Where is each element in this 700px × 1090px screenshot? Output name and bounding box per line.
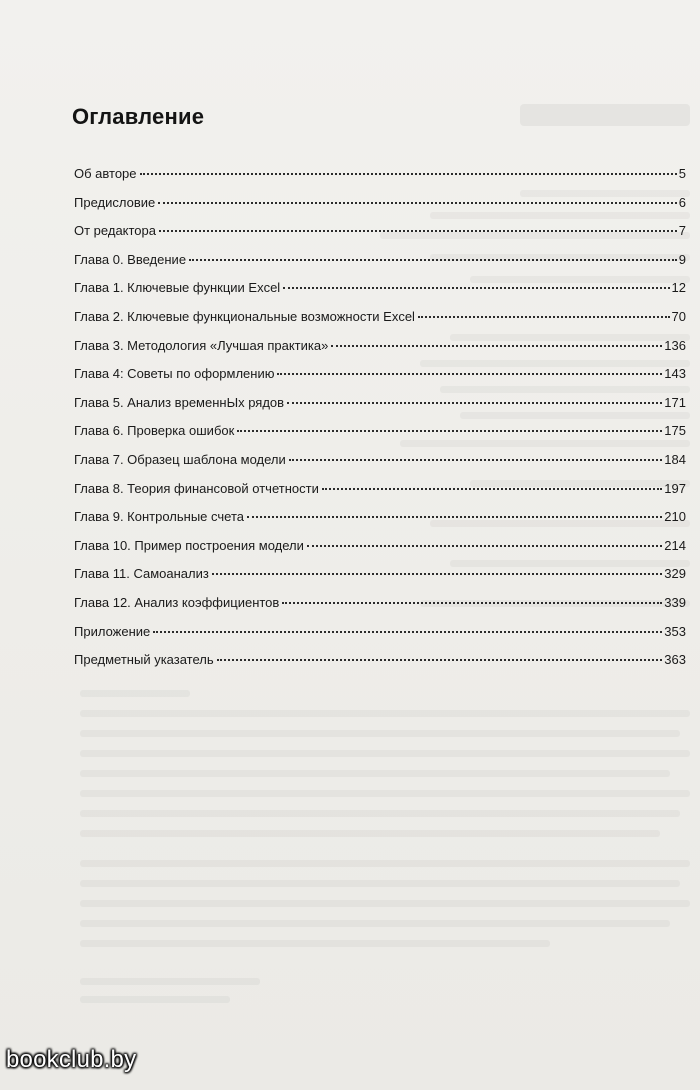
toc-entry-label: Приложение — [74, 623, 151, 639]
dot-leader — [158, 202, 677, 204]
toc-entry-page: 214 — [664, 537, 686, 553]
toc-entry-label: Предисловие — [74, 194, 156, 210]
dot-leader — [217, 659, 663, 661]
dot-leader — [282, 602, 662, 604]
toc-entry[interactable] — [74, 566, 686, 595]
dot-leader — [153, 631, 662, 633]
toc-entry-page: 339 — [664, 594, 686, 610]
toc-entry[interactable] — [74, 624, 686, 653]
toc-entry[interactable] — [74, 195, 686, 224]
site-watermark: bookclub.by — [6, 1046, 137, 1073]
dot-leader — [140, 173, 677, 175]
toc-entry-page: 353 — [664, 623, 686, 639]
toc-entry[interactable] — [74, 595, 686, 624]
toc-entry[interactable] — [74, 223, 686, 252]
toc-entry[interactable] — [74, 481, 686, 510]
toc-entry-label: Глава 6. Проверка ошибок — [74, 423, 235, 439]
toc-entry-label: Глава 1. Ключевые функции Excel — [74, 280, 281, 296]
toc-entry-page: 5 — [678, 166, 686, 181]
toc-entry[interactable] — [74, 452, 686, 481]
dot-leader — [322, 488, 662, 490]
dot-leader — [418, 316, 670, 318]
toc-entry-page: 6 — [678, 194, 686, 210]
toc-entry-label: Глава 0. Введение — [74, 251, 187, 267]
toc-entry-label: Глава 5. Анализ временнЫх рядов — [74, 394, 285, 410]
toc-entry-label: Глава 8. Теория финансовой отчетности — [74, 480, 319, 496]
toc-entry[interactable] — [74, 509, 686, 538]
toc-entry-label: Глава 4: Советы по оформлению — [74, 366, 275, 382]
toc-entry-page: 175 — [664, 423, 686, 439]
dot-leader — [277, 373, 662, 375]
toc-entry[interactable] — [74, 395, 686, 424]
toc-entry[interactable] — [74, 652, 686, 681]
dot-leader — [331, 345, 662, 347]
toc-entry-label: Глава 3. Методология «Лучшая практика» — [74, 337, 329, 353]
dot-leader — [247, 516, 662, 518]
toc-entry-label: Глава 2. Ключевые функциональные возможности Excel — [74, 308, 415, 324]
toc-entry-label: Глава 9. Контрольные счета — [74, 509, 244, 525]
toc-entry[interactable] — [74, 309, 686, 338]
dot-leader — [283, 287, 669, 289]
toc-entry[interactable] — [74, 366, 686, 395]
toc-entry-page: 184 — [664, 451, 686, 467]
dot-leader — [287, 402, 662, 404]
toc-entry-page: 12 — [671, 280, 686, 296]
toc-entry-page: 136 — [664, 337, 686, 353]
dot-leader — [189, 259, 677, 261]
toc-entry-page: 329 — [664, 566, 686, 582]
toc-entry-page: 70 — [671, 308, 686, 324]
toc-entry-label: Глава 12. Анализ коэффициентов — [74, 594, 280, 610]
toc-entry-label: Глава 7. Образец шаблона модели — [74, 451, 286, 467]
toc-entry-page: 210 — [664, 509, 686, 525]
toc-list — [74, 166, 686, 681]
toc-entry-page: 143 — [664, 366, 686, 382]
dot-leader — [237, 430, 662, 432]
toc-entry[interactable] — [74, 538, 686, 567]
toc-entry-label: Глава 10. Пример построения модели — [74, 537, 304, 553]
toc-entry-page: 363 — [664, 652, 686, 668]
toc-entry[interactable] — [74, 338, 686, 367]
dot-leader — [307, 545, 662, 547]
toc-entry-label: Глава 11. Самоанализ — [74, 566, 209, 582]
dot-leader — [289, 459, 663, 461]
toc-title: Оглавление — [72, 104, 205, 129]
toc-entry[interactable] — [74, 166, 686, 195]
toc-entry-page: 171 — [664, 394, 686, 410]
toc-entry[interactable] — [74, 423, 686, 452]
dot-leader — [159, 230, 677, 232]
dot-leader — [212, 573, 662, 575]
toc-entry-page: 9 — [678, 251, 686, 267]
toc-entry-label: Предметный указатель — [74, 652, 214, 668]
toc-entry[interactable] — [74, 252, 686, 281]
toc-entry[interactable] — [74, 280, 686, 309]
toc-entry-page: 7 — [678, 223, 686, 239]
toc-entry-page: 197 — [664, 480, 686, 496]
toc-entry-label: От редактора — [74, 223, 156, 239]
toc-entry-label: Об авторе — [74, 166, 137, 181]
